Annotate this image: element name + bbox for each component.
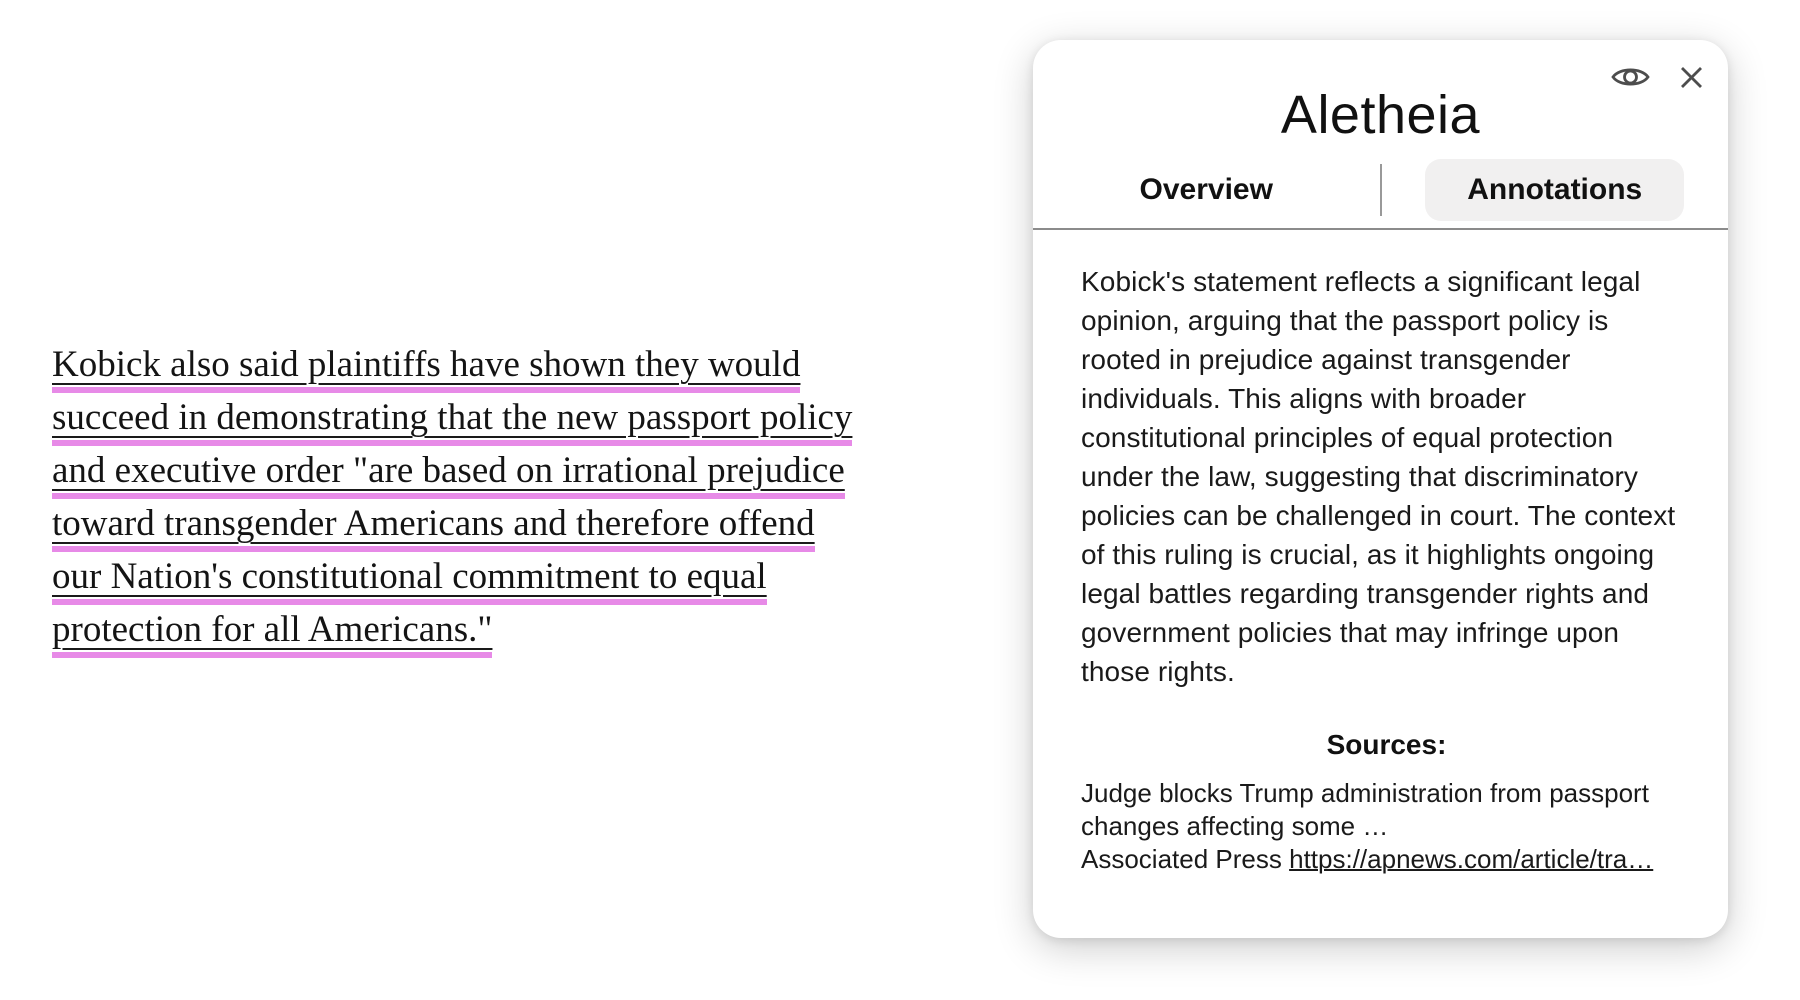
aletheia-panel: [1033, 40, 1728, 938]
tab-bar: [1033, 152, 1728, 230]
highlight-underline[interactable]: Kobick also said plaintiffs have shown they would: [52, 344, 800, 393]
source-attribution: [1081, 843, 1692, 876]
highlight-underline[interactable]: protection for all Americans.": [52, 609, 492, 658]
tab-half-right: [1382, 152, 1729, 228]
sources-heading: Sources:: [1326, 729, 1447, 760]
visibility-toggle-button[interactable]: [1610, 62, 1651, 95]
passage-line: [52, 550, 1012, 603]
highlight-underline[interactable]: succeed in demonstrating that the new passport policy: [52, 397, 852, 446]
tab-half-left: [1033, 152, 1380, 228]
passage-line: [52, 391, 1012, 444]
passage-line: [52, 603, 1012, 656]
eye-icon: [1610, 62, 1651, 95]
passage-line: [52, 338, 1012, 391]
close-icon: [1677, 63, 1706, 95]
panel-header-actions: [1610, 62, 1706, 95]
passage-line: [52, 444, 1012, 497]
highlight-underline[interactable]: toward transgender Americans and therefore offend: [52, 503, 815, 552]
source-publisher: Associated Press: [1081, 844, 1282, 874]
highlight-underline[interactable]: and executive order "are based on irrational prejudice: [52, 450, 845, 499]
source-title: Judge blocks Trump administration from passport changes affecting some …: [1081, 778, 1649, 841]
tab-overview[interactable]: Overview: [1116, 159, 1297, 221]
highlighted-passage[interactable]: [52, 338, 1012, 656]
source-item: [1081, 777, 1692, 876]
panel-title: Aletheia: [1280, 85, 1481, 145]
tab-annotations[interactable]: Annotations: [1425, 159, 1684, 221]
passage-line: [52, 497, 1012, 550]
close-button[interactable]: [1677, 63, 1706, 95]
source-url-link[interactable]: https://apnews.com/article/tra…: [1289, 844, 1654, 874]
highlight-underline[interactable]: our Nation's constitutional commitment to equal: [52, 556, 767, 605]
panel-content: [1033, 230, 1728, 876]
annotation-text: Kobick's statement reflects a significant legal opinion, arguing that the passport policy is rooted in prejudice against transgender individuals. This aligns with broader constitutional principles of equal protection under the law, suggesting that discriminatory policies can be challenged in court. The context of this ruling is crucial, as it highlights ongoing legal battles regarding transgender rights and government policies that may infringe upon those rights.: [1081, 266, 1676, 687]
